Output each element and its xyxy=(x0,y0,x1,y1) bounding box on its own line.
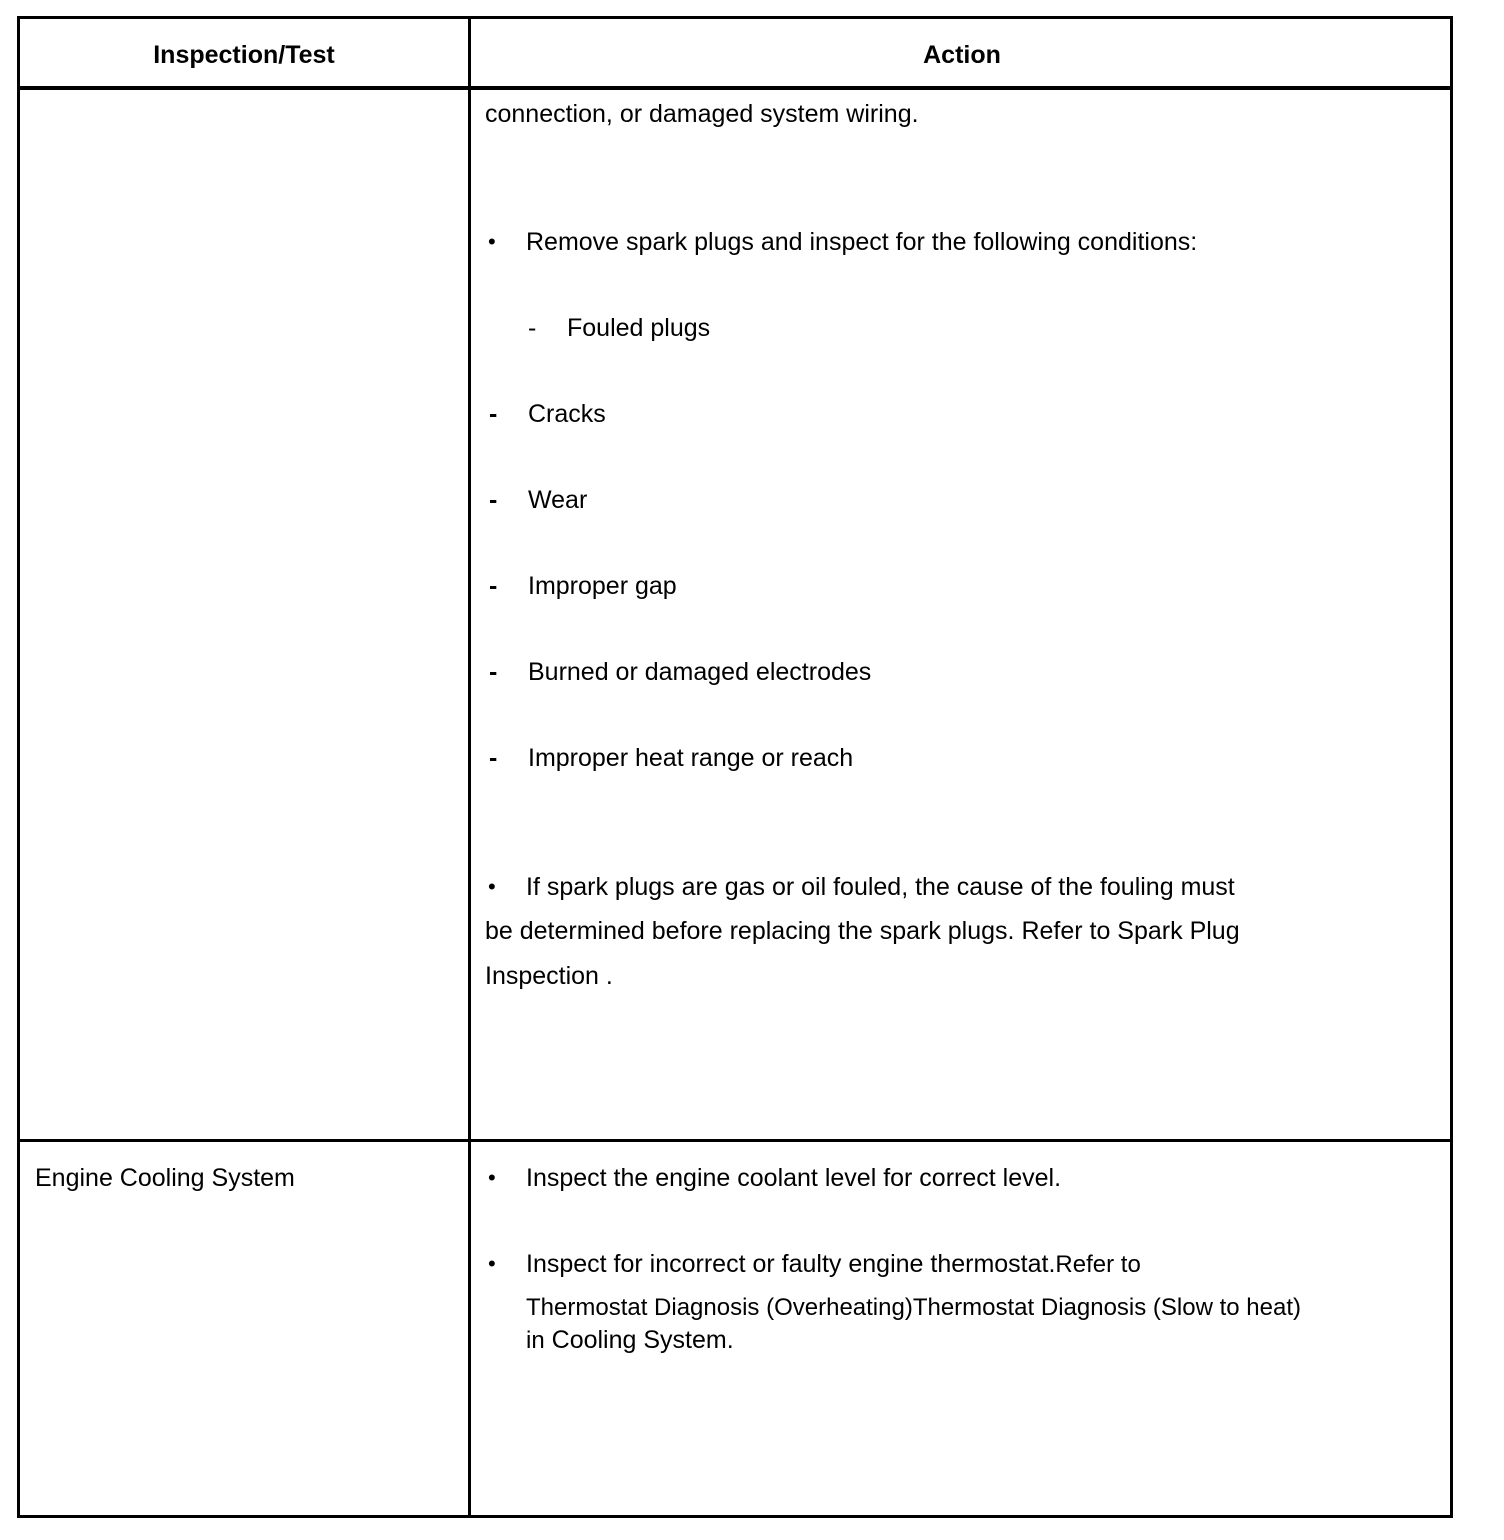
fouled-note-line1: If spark plugs are gas or oil fouled, the cause of the fouling must xyxy=(526,873,1235,901)
thermostat-text: Inspect for incorrect or faulty engine thermostat. xyxy=(526,1250,1056,1278)
condition-fouled-plugs: Fouled plugs xyxy=(567,314,711,342)
bullet-remove-spark-plugs: Remove spark plugs and inspect for the following conditions: xyxy=(526,228,1198,256)
in-text: in xyxy=(526,1327,545,1354)
column-divider xyxy=(468,19,471,1515)
cooling-system-link[interactable]: Cooling System xyxy=(551,1326,727,1354)
bullet-mark: • xyxy=(488,1251,496,1276)
sub-dash: - xyxy=(528,314,537,342)
sub-dash: - xyxy=(489,400,498,428)
sub-dash: - xyxy=(489,486,498,514)
bullet-thermostat xyxy=(526,1249,1141,1280)
condition-burned-electrodes: Burned or damaged electrodes xyxy=(528,658,872,686)
condition-wear: Wear xyxy=(528,486,588,514)
thermostat-diagnosis-links[interactable]: Thermostat Diagnosis (Overheating)Thermostat Diagnosis (Slow to heat) xyxy=(526,1294,1301,1321)
header-rule xyxy=(20,86,1450,90)
fouled-note-line3: Inspection . xyxy=(485,962,613,990)
condition-improper-gap: Improper gap xyxy=(528,572,677,600)
column-header-inspection: Inspection/Test xyxy=(153,41,335,69)
period-text: . xyxy=(726,1326,734,1354)
continuation-text: connection, or damaged system wiring. xyxy=(485,100,919,128)
refer-to-text: Refer to xyxy=(1055,1251,1141,1278)
inspection-table xyxy=(17,16,1453,1518)
bullet-mark: • xyxy=(488,229,496,254)
bullet-coolant-level: Inspect the engine coolant level for correct level. xyxy=(526,1164,1062,1192)
sub-dash: - xyxy=(489,744,498,772)
bullet-mark: • xyxy=(488,1165,496,1190)
inspection-engine-cooling-system: Engine Cooling System xyxy=(35,1164,295,1192)
row-divider xyxy=(20,1139,1450,1142)
fouled-note-line2: be determined before replacing the spark plugs. Refer to Spark Plug xyxy=(485,917,1240,945)
condition-cracks: Cracks xyxy=(528,400,606,428)
condition-improper-heat-range: Improper heat range or reach xyxy=(528,744,854,772)
sub-dash: - xyxy=(489,572,498,600)
cooling-system-reference xyxy=(526,1325,734,1356)
sub-dash: - xyxy=(489,658,498,686)
bullet-mark: • xyxy=(488,874,496,899)
column-header-action: Action xyxy=(923,41,1001,69)
